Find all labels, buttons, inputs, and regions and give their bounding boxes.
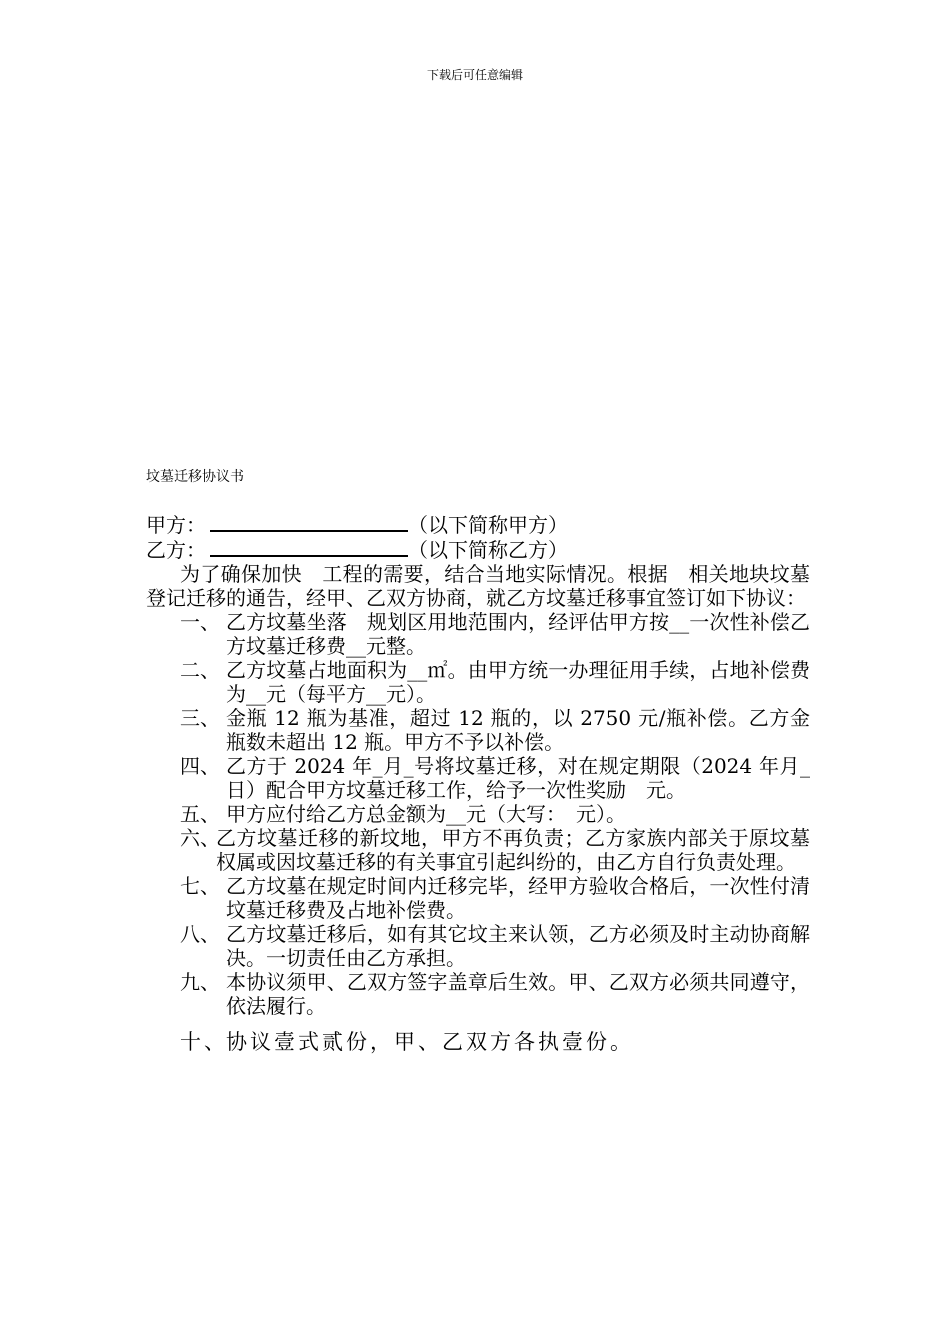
party-b-suffix: （以下简称乙方） [408, 538, 568, 562]
page-header: 下载后可任意编辑 [426, 68, 523, 82]
clause-text: 乙方坟墓在规定时间内迁移完毕，经甲方验收合格后，一次性付清坟墓迁移费及占地补偿费。 [226, 874, 810, 922]
clause-number: 一、 [180, 610, 220, 634]
clause-text: 金瓶 12 瓶为基准，超过 12 瓶的，以 2750 元/瓶补偿。乙方金瓶数未超出 12 瓶。甲方不予以补偿。 [226, 706, 810, 754]
clause-number: 四、 [180, 754, 220, 778]
clause-9 [146, 970, 810, 1018]
clause-text: 甲方应付给乙方总金额为__元（大写： 元）。 [226, 802, 626, 826]
clause-number: 二、 [180, 658, 220, 682]
clause-number: 三、 [180, 706, 220, 730]
clause-number: 八、 [180, 922, 220, 946]
clause-2 [146, 658, 810, 706]
party-a-suffix: （以下简称甲方） [408, 513, 568, 537]
clause-number: 六、 [180, 826, 220, 850]
clause-text: 协议壹式贰份，甲、乙双方各执壹份。 [226, 1030, 634, 1054]
party-b-line [146, 537, 810, 562]
clause-8 [146, 922, 810, 970]
party-b-label: 乙方： [146, 538, 206, 562]
document-title: 坟墓迁移协议书 [146, 469, 244, 485]
clause-number: 五、 [180, 802, 220, 826]
party-a-line [146, 512, 810, 537]
clause-number: 七、 [180, 874, 220, 898]
clause-5 [146, 802, 810, 826]
clause-text: 乙方坟墓迁移后，如有其它坟主来认领，乙方必须及时主动协商解决。一切责任由乙方承担。 [226, 922, 810, 970]
clause-text: 乙方坟墓迁移的新坟地，甲方不再负责；乙方家族内部关于原坟墓权属或因坟墓迁移的有关事宜引起纠纷的，由乙方自行负责处理。 [216, 826, 810, 874]
party-a-label: 甲方： [146, 513, 206, 537]
party-b-blank [210, 537, 408, 557]
clause-6 [146, 826, 810, 874]
party-a-blank [210, 512, 408, 532]
clause-10 [146, 1030, 810, 1054]
clause-number: 十、 [180, 1030, 228, 1054]
clause-number: 九、 [180, 970, 220, 994]
clause-3 [146, 706, 810, 754]
document-body [146, 512, 810, 1054]
clause-7 [146, 874, 810, 922]
clause-text: 乙方坟墓坐落 规划区用地范围内，经评估甲方按__一次性补偿乙方坟墓迁移费__元整。 [226, 610, 810, 658]
clause-1 [146, 610, 810, 658]
intro-paragraph: 为了确保加快 工程的需要，结合当地实际情况。根据 相关地块坟墓登记迁移的通告，经甲、乙双方协商，就乙方坟墓迁移事宜签订如下协议： [146, 562, 810, 610]
clause-text: 乙方于 2024 年_月_号将坟墓迁移，对在规定期限（2024 年月_日）配合甲方坟墓迁移工作，给予一次性奖励 元。 [226, 754, 810, 802]
clause-text: 乙方坟墓占地面积为__㎡。由甲方统一办理征用手续，占地补偿费为__元（每平方__元）。 [226, 658, 810, 706]
clause-text: 本协议须甲、乙双方签字盖章后生效。甲、乙双方必须共同遵守，依法履行。 [226, 970, 810, 1018]
clause-4 [146, 754, 810, 802]
